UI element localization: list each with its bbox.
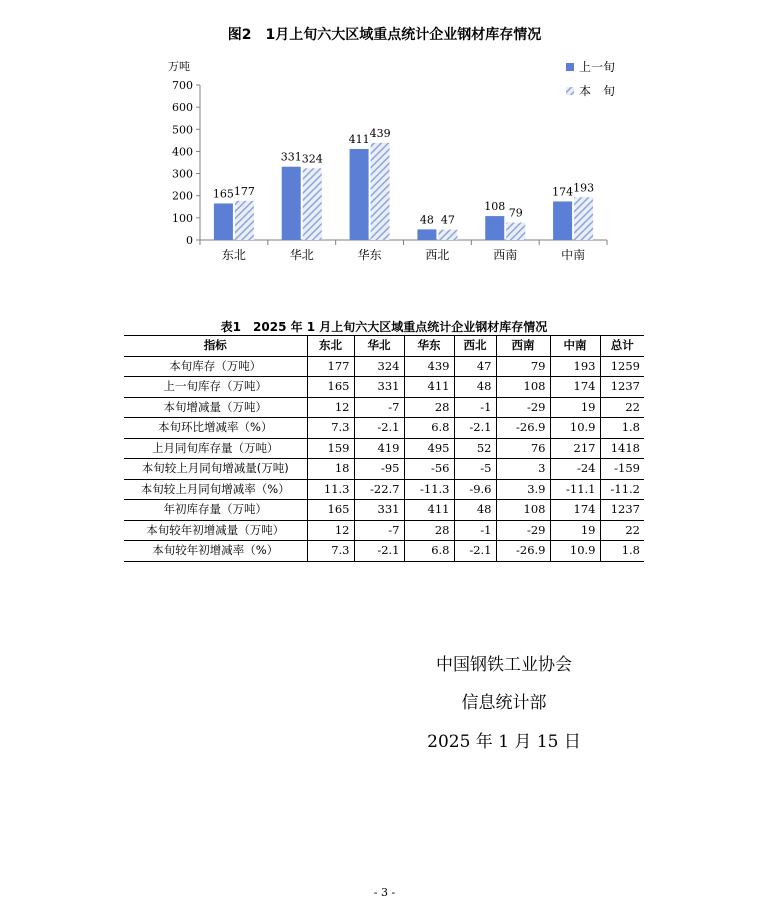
table-title: 表1 2025 年 1 月上旬六大区域重点统计企业钢材库存情况 bbox=[220, 320, 548, 334]
data-label: 79 bbox=[508, 206, 523, 220]
table-cell: -2.1 bbox=[454, 541, 496, 562]
table-cell: 165 bbox=[307, 500, 354, 521]
table-cell: 18 bbox=[307, 459, 354, 480]
legend-swatch bbox=[566, 63, 574, 71]
inventory-bar-chart bbox=[0, 0, 769, 300]
bar-previous-period bbox=[485, 216, 504, 240]
signature-date: 2025 年 1 月 15 日 bbox=[427, 732, 581, 752]
y-tick-label: 500 bbox=[172, 123, 193, 137]
table-header-row bbox=[124, 336, 644, 357]
data-label: 439 bbox=[369, 126, 391, 140]
table-row bbox=[124, 438, 644, 459]
table-cell: 411 bbox=[404, 500, 454, 521]
header-region: 西北 bbox=[454, 336, 496, 357]
table-cell: 108 bbox=[496, 377, 550, 398]
table-row bbox=[124, 520, 644, 541]
table-cell: 3.9 bbox=[496, 479, 550, 500]
table-row bbox=[124, 500, 644, 521]
table-cell: 174 bbox=[550, 377, 600, 398]
table-cell: 324 bbox=[354, 356, 404, 377]
table-cell: 193 bbox=[550, 356, 600, 377]
signature-org: 中国钢铁工业协会 bbox=[436, 655, 572, 675]
table-cell: -7 bbox=[354, 397, 404, 418]
table-cell: 48 bbox=[454, 500, 496, 521]
table-cell: 495 bbox=[404, 438, 454, 459]
table-cell: 28 bbox=[404, 397, 454, 418]
table-cell: -2.1 bbox=[354, 418, 404, 439]
table-cell: 7.3 bbox=[307, 541, 354, 562]
table-cell: 217 bbox=[550, 438, 600, 459]
bar-current-period bbox=[438, 230, 457, 240]
table-cell: -1 bbox=[454, 397, 496, 418]
data-label: 108 bbox=[484, 200, 506, 214]
table-cell: 177 bbox=[307, 356, 354, 377]
table-cell: -11.2 bbox=[600, 479, 644, 500]
header-region: 华东 bbox=[404, 336, 454, 357]
bar-current-period bbox=[371, 143, 390, 240]
row-label: 本旬较年初增减量（万吨） bbox=[124, 520, 307, 541]
legend-label: 本 旬 bbox=[579, 84, 616, 98]
y-tick-label: 300 bbox=[172, 167, 193, 181]
inventory-table bbox=[124, 335, 644, 562]
chart-title: 图2 1月上旬六大区域重点统计企业钢材库存情况 bbox=[227, 27, 542, 43]
table-cell: -5 bbox=[454, 459, 496, 480]
data-label: 47 bbox=[440, 213, 455, 227]
table-cell: 6.8 bbox=[404, 418, 454, 439]
table-cell: -7 bbox=[354, 520, 404, 541]
table-cell: 28 bbox=[404, 520, 454, 541]
table-cell: 76 bbox=[496, 438, 550, 459]
data-label: 48 bbox=[419, 213, 434, 227]
table-cell: -2.1 bbox=[454, 418, 496, 439]
table-cell: 1259 bbox=[600, 356, 644, 377]
row-label: 上月同旬库存量（万吨） bbox=[124, 438, 307, 459]
bar-previous-period bbox=[553, 201, 572, 240]
page-number: - 3 - bbox=[373, 886, 396, 899]
row-label: 本旬较年初增减率（%） bbox=[124, 541, 307, 562]
bar-current-period bbox=[303, 168, 322, 240]
table-row bbox=[124, 541, 644, 562]
x-tick-label: 中南 bbox=[561, 248, 586, 262]
table-cell: -1 bbox=[454, 520, 496, 541]
table-cell: 1.8 bbox=[600, 418, 644, 439]
data-label: 174 bbox=[552, 185, 574, 199]
table-cell: 19 bbox=[550, 520, 600, 541]
header-indicator: 指标 bbox=[124, 336, 307, 357]
bar-current-period bbox=[574, 197, 593, 240]
table-cell: 22 bbox=[600, 520, 644, 541]
y-tick-label: 200 bbox=[172, 189, 193, 203]
table-cell: 1418 bbox=[600, 438, 644, 459]
row-label: 本旬环比增减率（%） bbox=[124, 418, 307, 439]
x-tick-label: 东北 bbox=[221, 248, 246, 262]
row-label: 本旬较上月同旬增减量(万吨) bbox=[124, 459, 307, 480]
table-cell: 108 bbox=[496, 500, 550, 521]
table-cell: -26.9 bbox=[496, 418, 550, 439]
table-cell: 79 bbox=[496, 356, 550, 377]
table-cell: 1237 bbox=[600, 500, 644, 521]
table-cell: -26.9 bbox=[496, 541, 550, 562]
y-tick-label: 100 bbox=[172, 211, 193, 225]
table-cell: -24 bbox=[550, 459, 600, 480]
table-cell: -95 bbox=[354, 459, 404, 480]
y-axis-label: 万吨 bbox=[168, 60, 190, 73]
row-label: 本旬增减量（万吨） bbox=[124, 397, 307, 418]
legend-swatch bbox=[566, 87, 574, 95]
bar-previous-period bbox=[350, 149, 369, 240]
header-region: 西南 bbox=[496, 336, 550, 357]
table-cell: 1237 bbox=[600, 377, 644, 398]
table-row bbox=[124, 377, 644, 398]
table-row bbox=[124, 356, 644, 377]
table-cell: 10.9 bbox=[550, 541, 600, 562]
table-cell: 1.8 bbox=[600, 541, 644, 562]
signature-dept: 信息统计部 bbox=[461, 693, 547, 713]
bar-previous-period bbox=[214, 203, 233, 240]
y-tick-label: 400 bbox=[172, 145, 193, 159]
row-label: 本旬较上月同旬增减率（%） bbox=[124, 479, 307, 500]
header-region: 华北 bbox=[354, 336, 404, 357]
table-cell: 11.3 bbox=[307, 479, 354, 500]
table-cell: -56 bbox=[404, 459, 454, 480]
table-cell: 19 bbox=[550, 397, 600, 418]
table-cell: 174 bbox=[550, 500, 600, 521]
table-cell: 419 bbox=[354, 438, 404, 459]
table-cell: 47 bbox=[454, 356, 496, 377]
row-label: 本旬库存（万吨） bbox=[124, 356, 307, 377]
table-cell: 439 bbox=[404, 356, 454, 377]
data-label: 324 bbox=[301, 152, 323, 166]
data-label: 331 bbox=[280, 150, 302, 164]
table-cell: 12 bbox=[307, 520, 354, 541]
row-label: 上一旬库存（万吨） bbox=[124, 377, 307, 398]
data-label: 165 bbox=[212, 187, 234, 201]
table-cell: -2.1 bbox=[354, 541, 404, 562]
table-cell: -29 bbox=[496, 397, 550, 418]
table-row bbox=[124, 397, 644, 418]
header-region: 中南 bbox=[550, 336, 600, 357]
x-tick-label: 华北 bbox=[289, 248, 314, 262]
table-cell: 22 bbox=[600, 397, 644, 418]
x-tick-label: 西北 bbox=[425, 248, 450, 262]
data-label: 411 bbox=[348, 132, 370, 146]
data-label: 177 bbox=[233, 184, 255, 198]
table-row bbox=[124, 418, 644, 439]
y-tick-label: 700 bbox=[172, 79, 193, 92]
table-cell: 331 bbox=[354, 377, 404, 398]
y-tick-label: 600 bbox=[172, 101, 193, 115]
table-cell: 12 bbox=[307, 397, 354, 418]
table-cell: -11.3 bbox=[404, 479, 454, 500]
table-cell: -9.6 bbox=[454, 479, 496, 500]
row-label: 年初库存量（万吨） bbox=[124, 500, 307, 521]
table-cell: -22.7 bbox=[354, 479, 404, 500]
table-cell: 3 bbox=[496, 459, 550, 480]
table-cell: 411 bbox=[404, 377, 454, 398]
legend-label: 上一旬 bbox=[579, 60, 616, 74]
header-region: 东北 bbox=[307, 336, 354, 357]
bar-previous-period bbox=[282, 167, 301, 240]
table-cell: -159 bbox=[600, 459, 644, 480]
table-cell: 159 bbox=[307, 438, 354, 459]
table-cell: 10.9 bbox=[550, 418, 600, 439]
data-label: 193 bbox=[573, 181, 595, 195]
y-tick-label: 0 bbox=[186, 234, 193, 247]
table-cell: 52 bbox=[454, 438, 496, 459]
table-cell: 6.8 bbox=[404, 541, 454, 562]
bar-current-period bbox=[235, 201, 254, 240]
table-row bbox=[124, 479, 644, 500]
x-tick-label: 西南 bbox=[493, 248, 518, 262]
table-cell: 165 bbox=[307, 377, 354, 398]
x-tick-label: 华东 bbox=[357, 248, 382, 262]
table-cell: -29 bbox=[496, 520, 550, 541]
bar-previous-period bbox=[417, 229, 436, 240]
table-cell: -11.1 bbox=[550, 479, 600, 500]
table-cell: 331 bbox=[354, 500, 404, 521]
header-region: 总计 bbox=[600, 336, 644, 357]
table-cell: 7.3 bbox=[307, 418, 354, 439]
table-cell: 48 bbox=[454, 377, 496, 398]
table-row bbox=[124, 459, 644, 480]
bar-current-period bbox=[506, 223, 525, 240]
